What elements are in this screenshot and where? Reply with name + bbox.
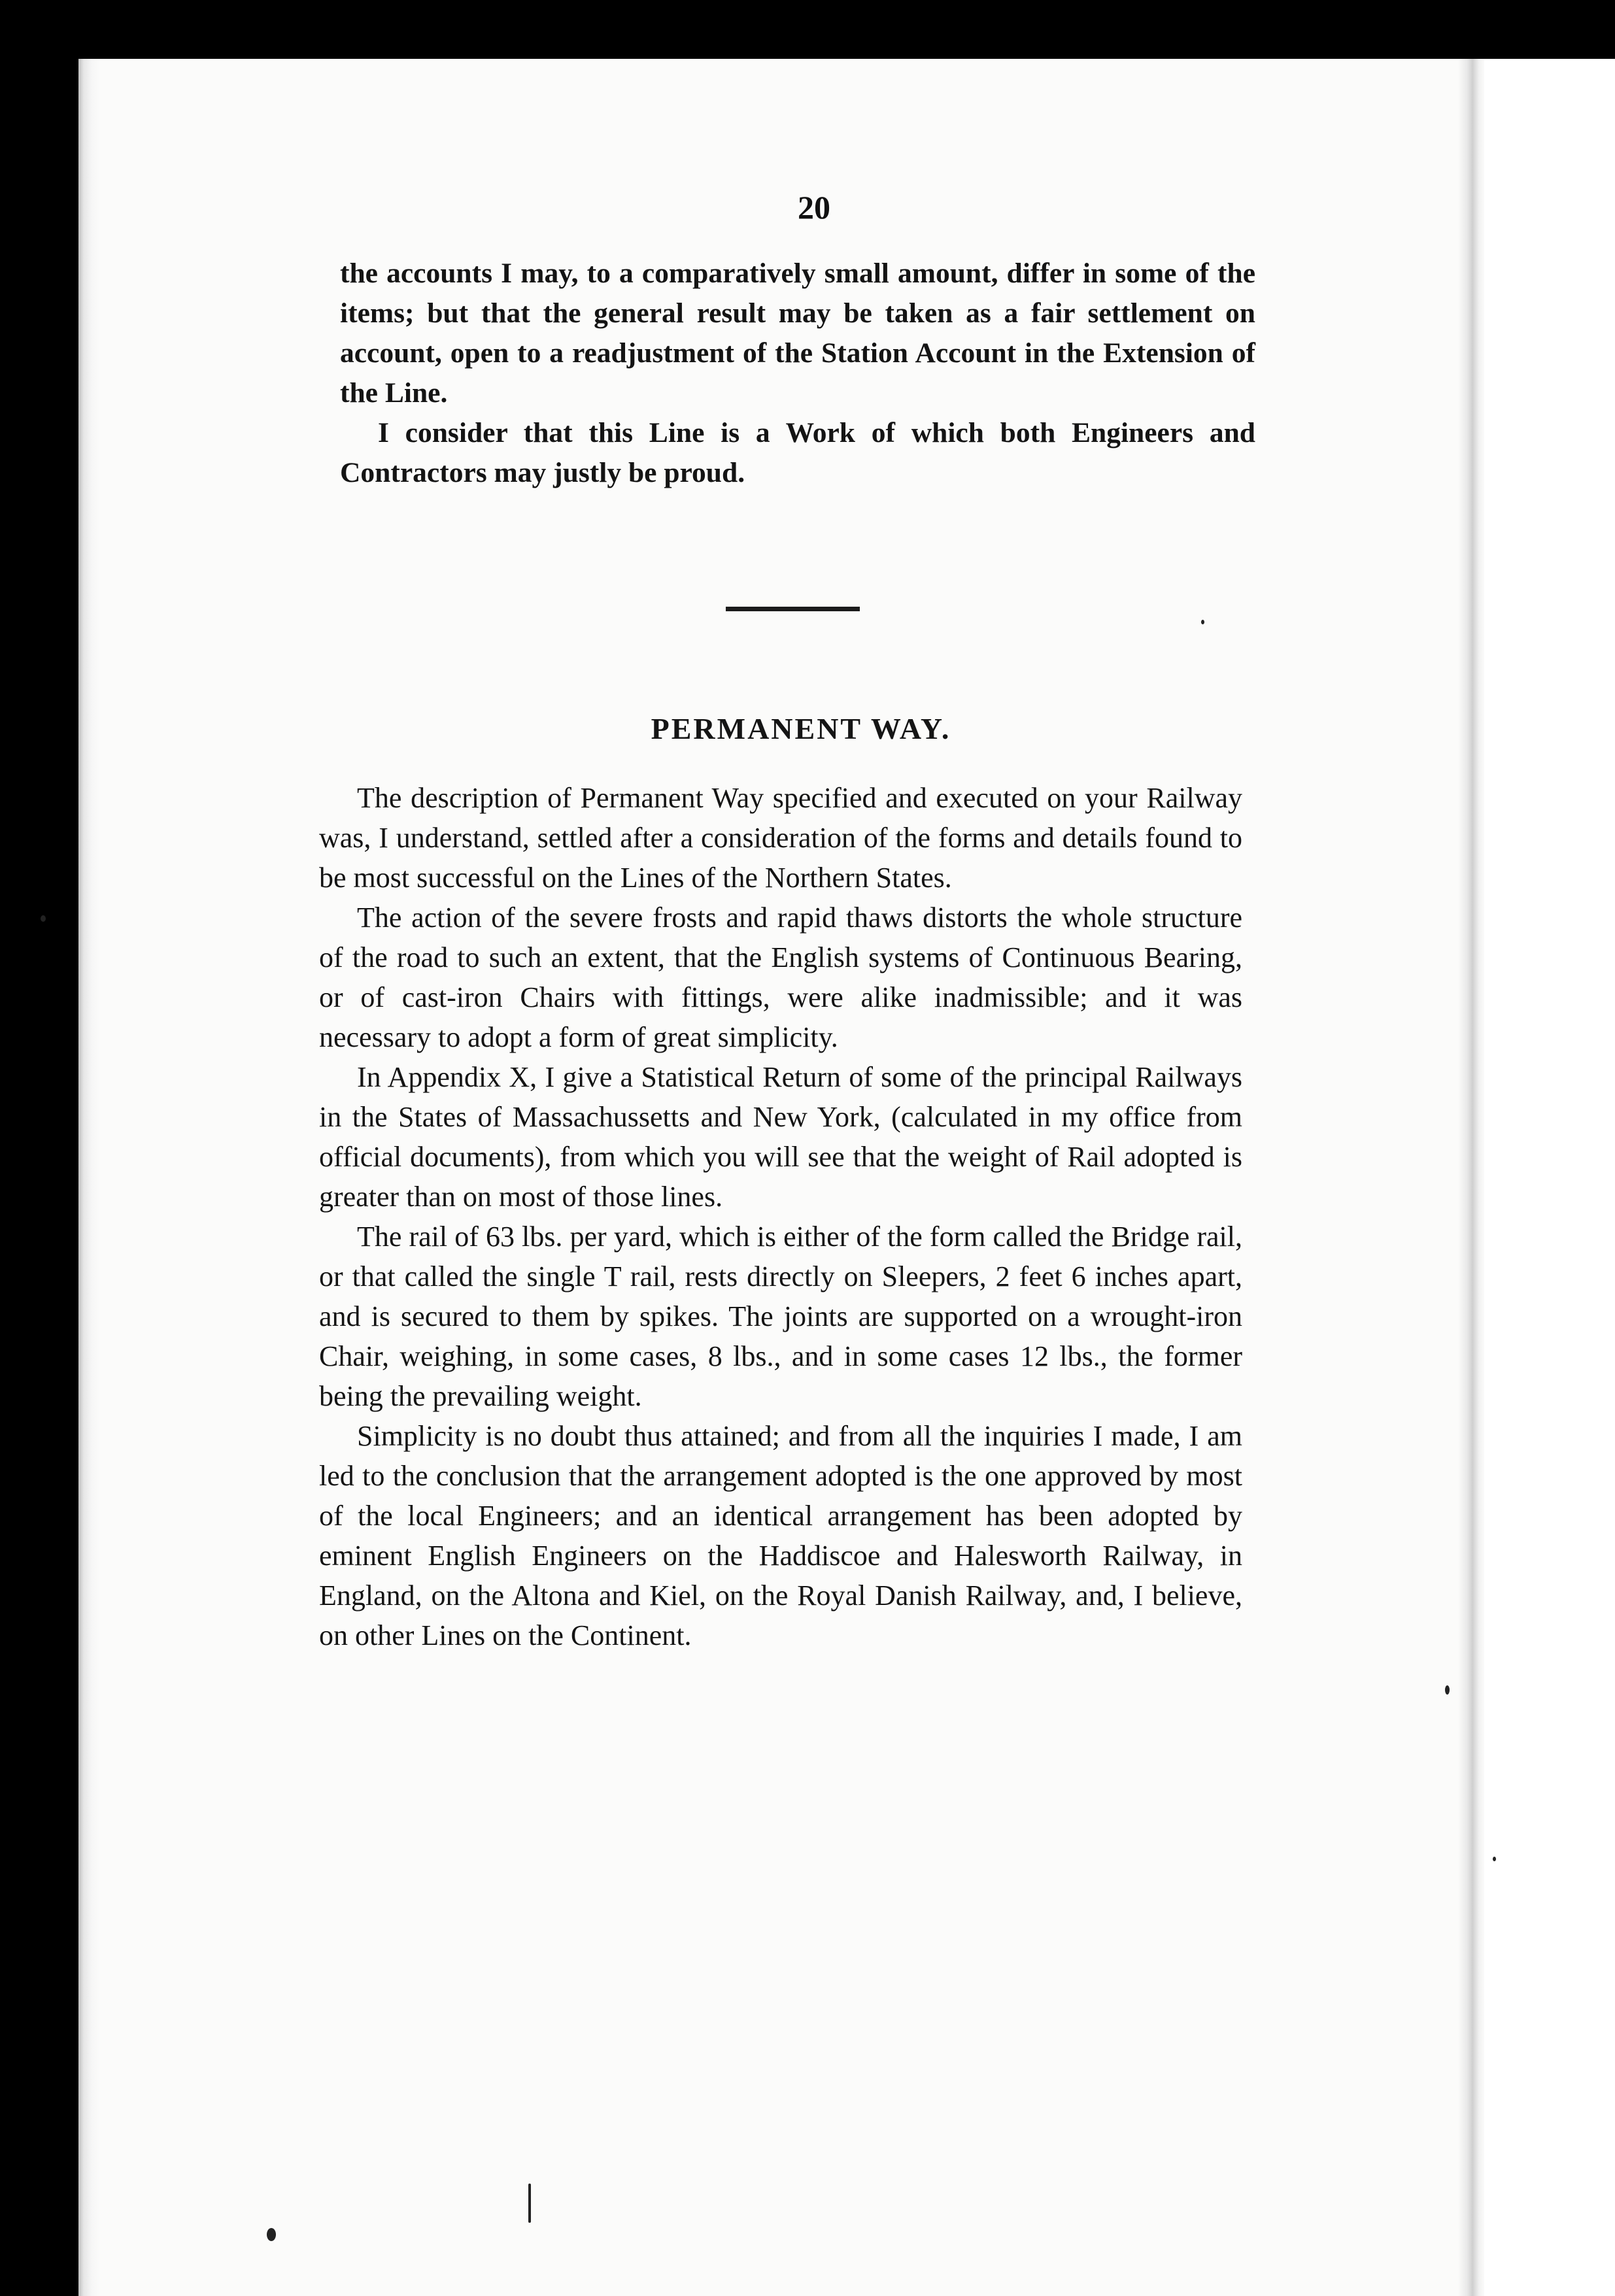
paragraph-description: The description of Permanent Way specified and executed on your Railway was, I understand, settled after a consideration of the forms and details found to be most successful on the Lines of the Northern States. [319,782,1242,894]
scan-speck [41,915,46,922]
paragraph-appendix: In Appendix X, I give a Statistical Return of some of the principal Railways in the States of Massachussetts and New York, (calculated in my office from official documents), from which you will see that the weight of Rail adopted is greater than on most of those lines. [319,1061,1242,1213]
scan-speck [267,2228,276,2241]
paragraph-conclusion: I consider that this Line is a Work of which both Engineers and Contractors may justly be proud. [340,417,1255,488]
intro-text-block [340,254,1255,493]
scan-speck [1445,1685,1450,1695]
scan-speck [528,2184,531,2223]
scan-speck [1493,1857,1496,1861]
paragraph-rail-weight: The rail of 63 lbs. per yard, which is either of the form called the Bridge rail, or that called the single T rail, rests directly on Sleepers, 2 feet 6 inches apart, and is secured to them by spikes. The joints are supported on a wrought-iron Chair, weighing, in some cases, 8 lbs., and in some cases 12 lbs., the former being the prevailing weight. [319,1221,1242,1412]
page-gutter [1458,59,1484,2296]
page-number: 20 [798,189,830,226]
paragraph-simplicity: Simplicity is no doubt thus attained; and from all the inquiries I made, I am led to the conclusion that the arrangement adopted is the one approved by most of the local Engineers; and an identical arrangement has been adopted by eminent English Engineers on the Haddiscoe and Halesworth Railway, in England, on the Altona and Kiel, on the Royal Danish Railway, and, I believe, on other Lines on the Continent. [319,1420,1242,1651]
section-divider-rule [726,607,860,611]
page-left-edge-shadow [78,59,99,2296]
paragraph-continuation: the accounts I may, to a comparatively small amount, differ in some of the items; but that the general result may be taken as a fair settlement on account, open to a readjustment of the Station Account in the Extension of the Line. [340,258,1255,409]
paragraph-frosts: The action of the severe frosts and rapid thaws distorts the whole structure of the road to such an extent, that the English systems of Continuous Bearing, or of cast-iron Chairs with fittings, were alike inadmissible; and it was necessary to adopt a form of great simplicity. [319,902,1242,1053]
section-heading: PERMANENT WAY. [651,712,951,745]
section-body [319,778,1242,1655]
scan-speck [1201,620,1204,624]
adjacent-page-edge [1484,59,1615,2296]
